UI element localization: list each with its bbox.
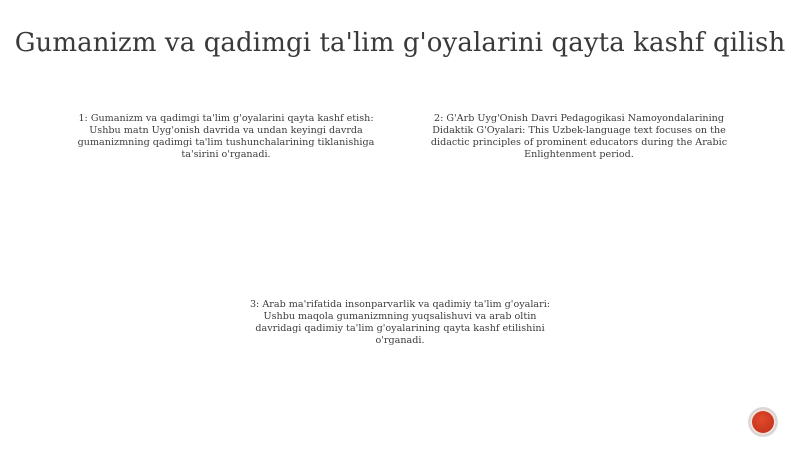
slide-title: Gumanizm va qadimgi ta'lim g'oyalarini qayta kashf qilish — [14, 28, 786, 58]
text-block-2: 2: G'Arb Uyg'Onish Davri Pedagogikasi Namoyondalarining Didaktik G'Oyalari: This Uzbek-language text focuses on the didactic principles of prominent educators during the Arabic Enlightenment period. — [430, 113, 728, 160]
next-slide-button[interactable] — [748, 407, 778, 437]
text-block-1: 1: Gumanizm va qadimgi ta'lim g'oyalarini qayta kashf etish: Ushbu matn Uyg'onish davrida va undan keyingi davrda gumanizmning qadimgi ta'lim tushunchalarining tiklanishiga ta'sirini o'rganadi. — [77, 113, 375, 160]
nav-circle-icon — [750, 409, 776, 435]
text-block-3: 3: Arab ma'rifatida insonparvarlik va qadimiy ta'lim g'oyalari: Ushbu maqola gumanizmning yuqsalishuvi va arab oltin davridagi qadimiy ta'lim g'oyalarining qayta kashf etilishini o'rganadi. — [249, 299, 551, 346]
